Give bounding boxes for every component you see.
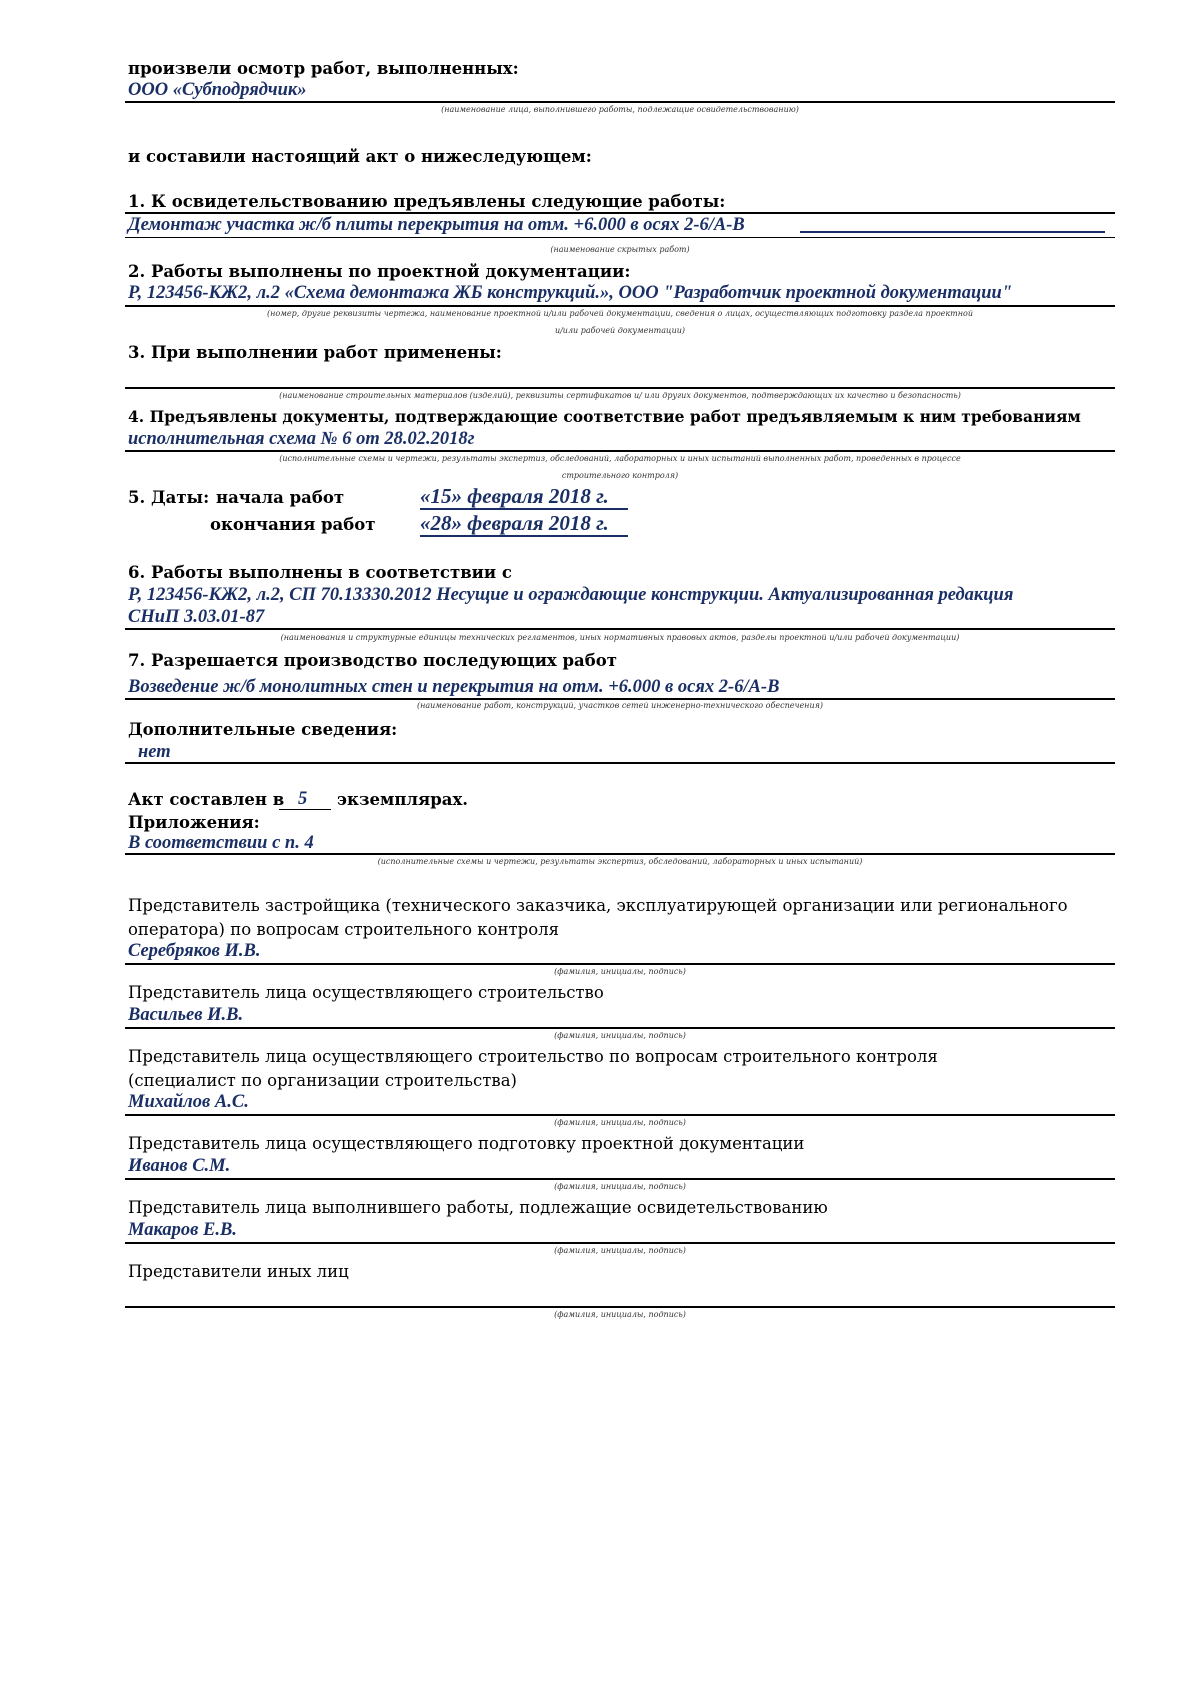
sig-hint: (фамилия, инициалы, подпись) [554,967,686,976]
copies-underline [279,809,331,810]
s4-hint-2: строительного контроля) [561,471,679,480]
sig-4-line-1: Представитель лица осуществляющего подготовку проектной документации [128,1134,805,1153]
divider [125,1242,1115,1244]
sig-hint: (фамилия, инициалы, подпись) [554,1310,686,1319]
s6-hint: (наименования и структурные единицы технических регламентов, иных нормативных правовых актов, разделы проектной и/или рабочей документации) [280,633,960,642]
s4-hint-1: (исполнительные схемы и чертежи, результаты экспертиз, обследований, лабораторных и иных испытаний выполненных работ, проведенных в процессе [279,454,961,463]
divider [125,450,1115,452]
sig-3-name: Михайлов А.С. [128,1092,249,1112]
s1-label: 1. К освидетельствованию предъявлены следующие работы: [128,192,726,211]
sig-hint: (фамилия, инициалы, подпись) [554,1246,686,1255]
attachments-value: В соответствии с п. 4 [128,833,314,853]
copies-prefix: Акт составлен в [128,790,285,809]
sig-1-name: Серебряков И.В. [128,941,261,961]
sig-2-name: Васильев И.В. [128,1005,244,1025]
divider [125,853,1115,855]
s5-start-underline [420,508,628,510]
s6-label: 6. Работы выполнены в соответствии с [128,563,512,582]
s7-value: Возведение ж/б монолитных стен и перекрытия на отм. +6.000 в осях 2-6/А-В [128,677,780,697]
s4-label: 4. Предъявлены документы, подтверждающие соответствие работ предъявляемым к ним требованиям [128,407,1081,426]
sig-hint: (фамилия, инициалы, подпись) [554,1118,686,1127]
sig-3-line-2: (специалист по организации строительства) [128,1071,517,1090]
extra-value: нет [138,742,171,762]
s7-label: 7. Разрешается производство последующих работ [128,651,617,670]
divider [125,305,1115,307]
contractor-name: ООО «Субподрядчик» [128,80,307,100]
intro-label: произвели осмотр работ, выполненных: [128,59,519,78]
divider [125,963,1115,965]
intro-hint: (наименование лица, выполнившего работы, подлежащие освидетельствованию) [441,105,799,114]
extra-label: Дополнительные сведения: [128,720,398,739]
copies-suffix: экземплярах. [337,790,469,809]
s1-value: Демонтаж участка ж/б плиты перекрытия на отм. +6.000 в осях 2-6/А-В [128,215,745,235]
s3-label: 3. При выполнении работ применены: [128,343,502,362]
s1-hint: (наименование скрытых работ) [550,245,690,254]
sig-6-line-1: Представители иных лиц [128,1262,349,1281]
s2-label: 2. Работы выполнены по проектной документации: [128,262,631,281]
divider [125,1027,1115,1029]
s4-value: исполнительная схема № 6 от 28.02.2018г [128,429,475,449]
compose-label: и составили настоящий акт о нижеследующем: [128,147,592,166]
attachments-hint: (исполнительные схемы и чертежи, результаты экспертиз, обследований, лабораторных и иных испытаний) [377,857,863,866]
copies-count: 5 [298,789,308,809]
divider [125,762,1115,764]
s5-start-value: «15» февраля 2018 г. [420,484,609,508]
s1-value-underline [800,231,1105,233]
divider [125,237,1115,238]
sig-5-line-1: Представитель лица выполнившего работы, подлежащие освидетельствованию [128,1198,828,1217]
s3-hint: (наименование строительных материалов (изделий), реквизиты сертификатов и/ или других документов, подтверждающих их качество и безопасность) [279,391,961,400]
s6-value-2: СНиП 3.03.01-87 [128,607,265,627]
s6-value-1: Р, 123456-КЖ2, л.2, СП 70.13330.2012 Несущие и ограждающие конструкции. Актуализированная редакция [128,585,1014,605]
divider [125,1306,1115,1308]
divider [125,387,1115,389]
divider [125,1114,1115,1116]
s2-value: Р, 123456-КЖ2, л.2 «Схема демонтажа ЖБ конструкций.», ООО "Разработчик проектной документации" [128,283,1013,303]
sig-3-line-1: Представитель лица осуществляющего строительство по вопросам строительного контроля [128,1047,938,1066]
sig-4-name: Иванов С.М. [128,1156,231,1176]
divider [125,101,1115,103]
sig-2-line-1: Представитель лица осуществляющего строительство [128,983,604,1002]
sig-hint: (фамилия, инициалы, подпись) [554,1182,686,1191]
s7-hint: (наименование работ, конструкций, участков сетей инженерно-технического обеспечения) [416,701,824,710]
s2-hint-2: и/или рабочей документации) [554,326,686,335]
s5-end-value: «28» февраля 2018 г. [420,511,609,535]
sig-1-line-2: оператора) по вопросам строительного контроля [128,920,560,939]
divider [125,1178,1115,1180]
s5-label: 5. Даты: [128,488,210,507]
divider [125,212,1115,214]
s2-hint-1: (номер, другие реквизиты чертежа, наименование проектной и/или рабочей документации, сведения о лицах, осуществляющих подготовку раздела проектной [267,309,973,318]
sig-1-line-1: Представитель застройщика (технического заказчика, эксплуатирующей организации или регионального [128,896,1068,915]
divider [125,628,1115,630]
sig-5-name: Макаров Е.В. [128,1220,237,1240]
sig-hint: (фамилия, инициалы, подпись) [554,1031,686,1040]
divider [125,698,1115,700]
s5-end-underline [420,535,628,537]
s5-start-label: начала работ [216,488,345,507]
s5-end-label: окончания работ [210,515,376,534]
attachments-label: Приложения: [128,813,260,832]
